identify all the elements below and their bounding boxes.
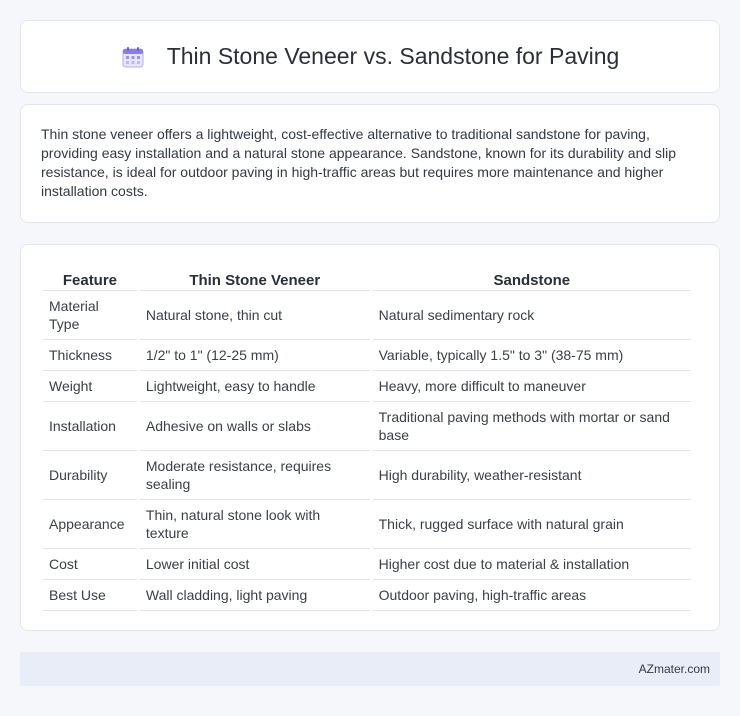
header-thin-stone-veneer: Thin Stone Veneer (140, 265, 370, 291)
feature-cell: Installation (43, 402, 137, 451)
veneer-cell: Wall cladding, light paving (140, 580, 370, 611)
title-card (20, 20, 720, 93)
table-row (43, 371, 691, 402)
veneer-cell: Adhesive on walls or slabs (140, 402, 370, 451)
sandstone-cell: High durability, weather-resistant (373, 451, 691, 500)
table-header-row (43, 265, 691, 291)
veneer-cell: Lightweight, easy to handle (140, 371, 370, 402)
feature-cell: Best Use (43, 580, 137, 611)
veneer-cell: Moderate resistance, requires sealing (140, 451, 370, 500)
footer-brand: AZmater.com (638, 662, 710, 676)
veneer-cell: Natural stone, thin cut (140, 291, 370, 340)
feature-cell: Weight (43, 371, 137, 402)
sandstone-cell: Outdoor paving, high-traffic areas (373, 580, 691, 611)
table-row (43, 340, 691, 371)
sandstone-cell: Traditional paving methods with mortar or sand base (373, 402, 691, 451)
comparison-table-card (20, 244, 720, 631)
table-row (43, 402, 691, 451)
summary-card (20, 104, 720, 223)
header-sandstone: Sandstone (373, 265, 691, 291)
feature-cell: Cost (43, 549, 137, 580)
table-row (43, 291, 691, 340)
summary-text: Thin stone veneer offers a lightweight, cost-effective alternative to traditional sandstone for paving, providing easy installation and a natural stone appearance. Sandstone, known for its durability and slip resistance, is ideal for outdoor paving in high-traffic areas but requires more maintenance and higher installation costs. (41, 126, 677, 199)
table-row (43, 500, 691, 549)
sandstone-cell: Natural sedimentary rock (373, 291, 691, 340)
feature-cell: Appearance (43, 500, 137, 549)
footer (20, 652, 720, 686)
calendar-icon (121, 45, 145, 69)
veneer-cell: Lower initial cost (140, 549, 370, 580)
feature-cell: Material Type (43, 291, 137, 340)
sandstone-cell: Higher cost due to material & installation (373, 549, 691, 580)
feature-cell: Durability (43, 451, 137, 500)
veneer-cell: Thin, natural stone look with texture (140, 500, 370, 549)
sandstone-cell: Thick, rugged surface with natural grain (373, 500, 691, 549)
table-row (43, 549, 691, 580)
sandstone-cell: Variable, typically 1.5" to 3" (38-75 mm) (373, 340, 691, 371)
table-row (43, 451, 691, 500)
table-row (43, 580, 691, 611)
sandstone-cell: Heavy, more difficult to maneuver (373, 371, 691, 402)
comparison-table (40, 265, 694, 611)
feature-cell: Thickness (43, 340, 137, 371)
header-feature: Feature (43, 265, 137, 291)
veneer-cell: 1/2" to 1" (12-25 mm) (140, 340, 370, 371)
page-title: Thin Stone Veneer vs. Sandstone for Paving (166, 43, 620, 69)
